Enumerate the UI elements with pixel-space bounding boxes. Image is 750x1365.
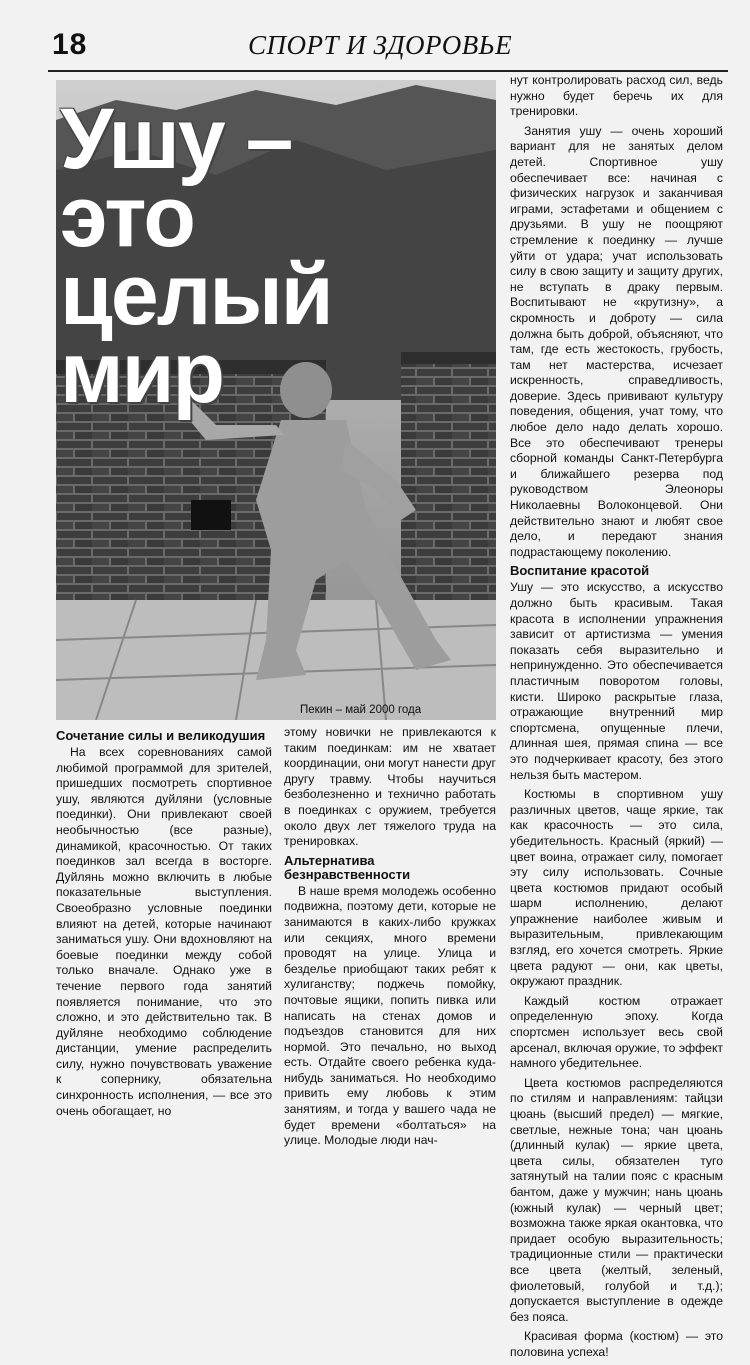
paragraph: Костюмы в спортивном ушу различных цветов, чаще яркие, так как красочность — это сила, убедительность. Красный (яркий) — цвет воина, отражает силу, помогает эту силу использовать. Сочные цвета костюмов придают особый шарм исполнению, делают упражнение наиболее живым и выразительным, привлекающим взгляд, его хочется смотреть. Яркие цвета радуют — они, как цветы, окружают праздник.	[510, 787, 723, 989]
paragraph: Красивая форма (костюм) — это половина успеха!	[510, 1329, 723, 1359]
page-number: 18	[52, 28, 88, 61]
paragraph: нут контролировать расход сил, ведь нужно будет беречь их для тренировки.	[510, 73, 723, 119]
paragraph: Ушу — это искусство, а искусство должно быть красивым. Такая красота в исполнении упражнения зависит от артистизма — умения показать себя выразительно и непринужденно. Это обеспечивается пластичным поворотом головы, кисти. Широко раскрытые глаза, отражающие внутренний мир спортсмена, опущенные плечи, длинная шея, прямая спина — все это подчеркивает красоту, без этого нельзя быть мастером.	[510, 580, 723, 782]
paragraph: Цвета костюмов распределяются по стилям и направлениям: тайцзи цюань (высший предел) — мягкие, светлые, нежные тона; чан цюань (длинный кулак) — яркие цвета, цвета силы, обязателен туго затянутый на талии пояс с красным бантом, даже у мужчин; нань цюань (южный кулак) — черный цвет; возможна также яркая окантовка, что придает особую выразительность; традиционные стили — практически все цвета (желтый, зеленый, фиолетовый, голубой и т.д.); допускается выступление в одежде без пояса.	[510, 1075, 723, 1324]
headline-line-4: мир	[60, 325, 224, 421]
article-column-3	[510, 73, 723, 1365]
paragraph: На всех соревнованиях самой любимой программой для зрителей, пришедших посмотреть спортивное ушу, являются дуйляни (условные поединки). Они привлекают своей необычностью (все разные), динамикой, красочностью. От таких поединков зал всегда в восторге. Дуйлянь можно включить в любые показательные выступления. Своеобразно условные поединки влияют на детей, которые начинают заниматься ушу. Они вдохновляют на боевые поединки между собой только вначале. Однако уже в течение первого года занятий появляется понимание, что это сложно, и это действительно так. В дуйляне необходимо соблюдение дистанции, умение распределить силу, нужно почувствовать уважение к сопернику, обязательна синхронность исполнения, — все это очень обогащает, но	[56, 745, 272, 1118]
paragraph: этому новички не привлекаются к таким поединкам: им не хватает координации, они могут нанести друг другу травму. Чтобы научиться безболезненно и технично работать в поединках с оружием, требуется около двух лет тяжелого труда на тренировках.	[284, 725, 496, 849]
headline-line-3: целый	[60, 247, 332, 343]
paragraph: Каждый костюм отражает определенную эпоху. Когда спортсмен использует весь свой арсенал, включая оружие, то эффект намного убедительнее.	[510, 993, 723, 1071]
section-title: СПОРТ И ЗДОРОВЬЕ	[248, 30, 513, 60]
photo-caption: Пекин – май 2000 года	[300, 704, 422, 716]
article-column-1	[56, 725, 272, 1123]
header-rule	[48, 70, 728, 72]
paragraph: Занятия ушу — очень хороший вариант для не занятых делом детей. Спортивное ушу обеспечивает все: начиная с физических нагрузок и заканчивая играми, эстафетами и общением с друзьями. В ушу не поощряют стремление к поединку — лучше уйти от удара; учат использовать силу в свою защиту и защиту других, не вступать в драку первым. Воспитывают не «крутизну», а скромность и доброту — сила должна быть доброй, объясняют, что там, где есть жестокость, грубость, там нет мастерства, исчезает искренность, справедливость, доверие. Здесь прививают культуру поведения, общения, учат тому, что любое дело надо делать хорошо. Все это обеспечивают тренеры сборной команды Санкт-Петербурга и ближайшего резерва под руководством Элеоноры Николаевны Волоконцевой. Они действительно знают и любят свое дело, и передают знания подрастающему поколению.	[510, 123, 723, 559]
headline	[60, 91, 490, 421]
subheading-alternative: Альтернатива безнравственности	[284, 852, 411, 882]
headline-line-2: это	[60, 169, 194, 265]
headline-line-1: Ушу –	[60, 91, 292, 187]
paragraph: В наше время молодежь особенно подвижна, поэтому дети, которые не занимаются в каких-либо кружках или секциях, много времени проводят на улице. Улица и безделье приобщают таких ребят к хулиганству; поджечь помойку, почтовые ящики, попить пивка или написать на стенах домов и подъездов становится для них нормой. Это печально, но выход есть. Отдайте своего ребенка куда-нибудь заниматься. Но необходимо привить ему любовь к этим занятиям, и тогда у вашего чада не будет времени «болтаться» на улице. Молодые люди нач-	[284, 883, 496, 1148]
subheading-strength: Сочетание силы и великодушия	[56, 728, 266, 743]
article-column-2	[284, 725, 496, 1153]
subheading-beauty: Воспитание красотой	[510, 563, 650, 579]
